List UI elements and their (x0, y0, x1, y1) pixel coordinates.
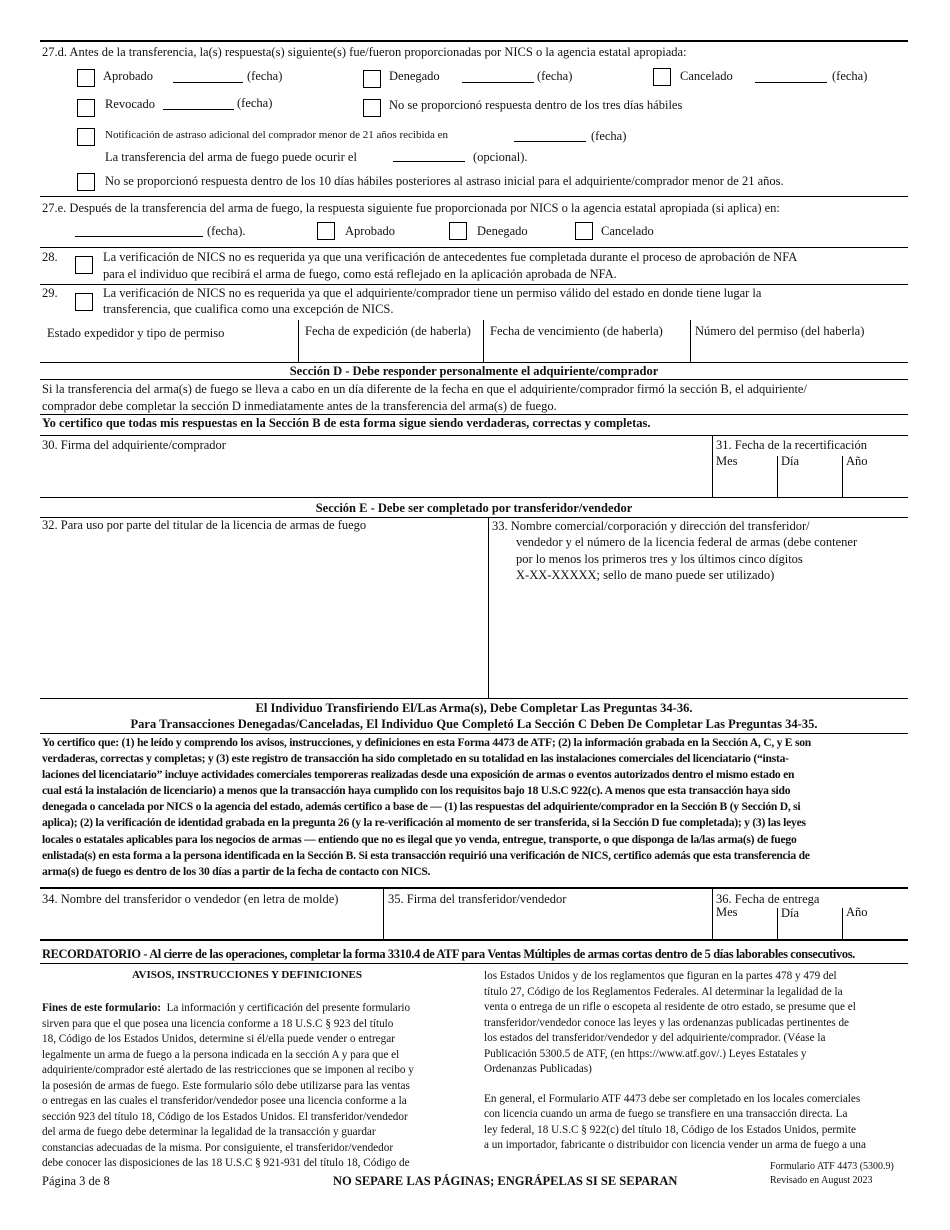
divider (40, 887, 908, 889)
q28-line1: La verificación de NICS no es requerida ya que una verificación de antecedentes fue completada durante el proceso de aprobación de NFA (103, 250, 798, 264)
q33-line2: vendedor y el número de la licencia federal de armas (debe contener (516, 535, 858, 549)
fecha-label: (fecha) (591, 129, 627, 143)
q27d-notice-under21-label: Notificación de astraso adicional del comprador menor de 21 años recibida en (105, 129, 449, 141)
section-e-heading1: El Individuo Transfiriendo El/Las Arma(s), Debe Completar Las Preguntas 34-36. (255, 701, 693, 715)
divider (40, 362, 908, 363)
divider (712, 889, 713, 939)
divider (842, 908, 843, 939)
q36-ano[interactable]: Año (846, 905, 868, 919)
q28-line2: para el individuo que recibirá el arma de fuego, como está reflejado en la aplicación aprobada de NFA. (103, 267, 617, 281)
q27d-denegado-label: Denegado (389, 69, 440, 83)
divider (40, 497, 908, 498)
fecha-label: (fecha) (247, 69, 283, 83)
fecha-label: (fecha) (237, 96, 273, 110)
q27d-transfer-date[interactable] (393, 161, 465, 162)
divider (712, 435, 713, 497)
notices-line: Publicación 5300.5 de ATF, (en https://www.atf.gov/.) Leyes Estatales y (484, 1047, 807, 1060)
notices-line: adquiriente/comprador esté alertado de las restricciones que se imponen al recibo y (42, 1064, 414, 1076)
cert-line: cual está la instalación de licenciario) a menos que la transacción haya cumplido con los requisitos bajo 18 U.S.C 922(c). A menos que esta transacción haya sido (42, 784, 791, 798)
q27d-denegado-checkbox[interactable] (363, 70, 381, 88)
q27d-aprobado-date[interactable] (173, 82, 243, 83)
q27d-aprobado-label: Aprobado (103, 69, 153, 83)
divider (690, 320, 691, 362)
q27d-denegado-date[interactable] (462, 82, 534, 83)
notices-heading: AVISOS, INSTRUCCIONES Y DEFINICIONES (131, 969, 363, 981)
footer-form-id: Formulario ATF 4473 (5300.9) (770, 1161, 894, 1172)
notices-line: transferidor/vendedor conoce las leyes y las ordenanzas publicadas pertinentes de (484, 1016, 850, 1029)
q27e-aprobado-label: Aprobado (345, 224, 395, 238)
divider (298, 320, 299, 362)
notices-line: debe conocer las disposiciones de las 18 U.S.C § 921-931 del título 18, Código de (42, 1157, 410, 1169)
notices-line: venta o entrega de un rifle o escopeta al residente de otro estado, se presume que el (484, 1001, 856, 1013)
divider (483, 320, 484, 362)
section-e-heading2: Para Transacciones Denegadas/Canceladas, El Individuo Que Completó La Sección C Deben De Completar Las Preguntas 34-35. (130, 717, 818, 731)
q31-dia[interactable]: Día (781, 454, 800, 468)
q29-line1: La verificación de NICS no es requerida ya que el adquiriente/comprador tiene un permiso válido del estado en donde tiene lugar la (103, 286, 762, 300)
q33-line4: X-XX-XXXXX; sello de mano puede ser utilizado) (516, 568, 775, 582)
notices-line: sirven para que el que posea una licencia conforme a 18 U.S.C § 923 del título (42, 1017, 394, 1030)
notices-line: En general, el Formulario ATF 4473 debe ser completado en los locales comerciales (484, 1092, 861, 1105)
q31-mes[interactable]: Mes (716, 454, 738, 468)
divider (777, 908, 778, 939)
section-d-title: Sección D - Debe responder personalmente el adquiriente/comprador (289, 364, 659, 378)
q27d-revocado-checkbox[interactable] (77, 99, 95, 117)
notices-line: La información y certificación del presente formulario (166, 1002, 411, 1014)
notices-line: sección 923 del título 18, Código de los Estados Unidos. El transferidor/vendedor (42, 1110, 408, 1123)
notices-line: legalmente un arma de fuego a la persona indicada en la sección A y para que el (42, 1048, 400, 1061)
q27e-aprobado-checkbox[interactable] (317, 222, 335, 240)
opcional-label: (opcional). (473, 150, 528, 164)
notices-line: los estados del transferidor/vendedor y del adquiriente/comprador. (Véase la (484, 1032, 826, 1044)
top-rule (40, 40, 908, 42)
divider (777, 456, 778, 497)
notices-line: la posesión de armas de fuego. Este formulario sólo debe utilizarse para las ventas (42, 1079, 410, 1092)
q28-checkbox[interactable] (75, 256, 93, 274)
divider (40, 733, 908, 734)
divider (40, 284, 908, 285)
notices-left-column (42, 1001, 462, 1172)
cert-line: laciones del licenciatario” incluye actividades comerciales temporeras realizadas desde una exposición de armas o eventos autorizados dentro el mismo estado en (42, 768, 795, 782)
notices-line: ley federal, 18 U.S.C § 922(c) del título 18, Código de los Estados Unidos, permite (484, 1123, 856, 1136)
cert-line: Yo certifico que: (1) he leído y comprendo los avisos, instrucciones, y definiciones en esta Forma 4473 de ATF; (2) la información grabada en la Sección A, C, y E son (42, 736, 811, 749)
divider (40, 698, 908, 699)
q32-label[interactable]: 32. Para uso por parte del titular de la licencia de armas de fuego (42, 518, 367, 532)
q27e-date[interactable] (75, 236, 203, 237)
cert-line: verdaderas, correctas y completas; y (3) este registro de transacción ha sido completado en su totalidad en las instalaciones comerciales del licenciatario (“insta- (42, 752, 789, 766)
q27e-prompt: 27.e. Después de la transferencia del arma de fuego, la respuesta siguiente fue proporcionada por NICS o la agencia estatal apropiada (si aplica) en: (42, 201, 780, 215)
q31-label: 31. Fecha de la recertificación (716, 438, 867, 452)
q27e-cancelado-label: Cancelado (601, 224, 654, 238)
cert-line: arma(s) de fuego es dentro de los 30 días a partir de la fecha de contacto con NICS. (42, 864, 431, 878)
section-d-intro2: comprador debe completar la sección D inmediatamente antes de la transferencia del arma(s) de fuego. (42, 399, 557, 413)
q35-label[interactable]: 35. Firma del transferidor/vendedor (388, 892, 567, 906)
q29-line2: transferencia, que cualifica como una excepción de NICS. (103, 302, 394, 316)
q33-line3: por lo menos los primeros tres y los últimos cinco dígitos (516, 552, 803, 566)
q27d-transfer-may-occur-label: La transferencia del arma de fuego puede ocurir el (105, 150, 357, 164)
notices-line: título 27, Código de los Reglamentos Federales. Al determinar la legalidad de la (484, 985, 843, 998)
q27d-revocado-date[interactable] (163, 109, 234, 110)
q34-label[interactable]: 34. Nombre del transferidor o vendedor (en letra de molde) (42, 892, 339, 906)
divider (40, 939, 908, 941)
q27d-no-response-3-checkbox[interactable] (363, 99, 381, 117)
divider (40, 414, 908, 415)
q27d-aprobado-checkbox[interactable] (77, 69, 95, 87)
q27d-notice-date[interactable] (514, 141, 586, 142)
section-e-title: Sección E - Debe ser completado por transferidor/vendedor (315, 501, 633, 515)
footer-revised: Revisado en August 2023 (770, 1175, 873, 1186)
q27e-denegado-checkbox[interactable] (449, 222, 467, 240)
q29-col-state[interactable]: Estado expedidor y tipo de permiso (47, 326, 225, 340)
q27e-cancelado-checkbox[interactable] (575, 222, 593, 240)
divider (40, 963, 908, 964)
divider (40, 196, 908, 197)
q28-number: 28. (42, 250, 58, 264)
q29-col-expire[interactable]: Fecha de vencimiento (de haberla) (490, 324, 663, 338)
q27d-no-response-10-label: No se proporcionó respuesta dentro de los 10 días hábiles posteriores al astraso inicial para el adquiriente/comprador menor de 21 años. (105, 174, 784, 188)
divider (842, 456, 843, 497)
q29-checkbox[interactable] (75, 293, 93, 311)
q33-line1: 33. Nombre comercial/corporación y dirección del transferidor/ (492, 519, 810, 533)
cert-line: enlistada(s) en esta forma a la persona identificada en la Sección B. Si esta transacción requirió una verificación de NICS, certifico además que esta transferencia de (42, 848, 810, 862)
cert-line: denegada o cancelada por NICS o la agencia del estado, además certifico a base de — (1) las respuestas del adquiriente/comprador en la Sección B (y Sección D, si (42, 800, 801, 814)
q27d-cancelado-date[interactable] (755, 82, 827, 83)
notices-left-label: Fines de este formulario: (42, 1002, 161, 1014)
q27d-notice-under21-checkbox[interactable] (77, 128, 95, 146)
q31-ano[interactable]: Año (846, 454, 868, 468)
q27d-no-response-10-checkbox[interactable] (77, 173, 95, 191)
q27d-revocado-label: Revocado (105, 97, 155, 111)
section-d-intro1: Si la transferencia del arma(s) de fuego se lleva a cabo en un día diferente de la fecha en que el adquiriente/comprador firmó la sección B, el adquiriente/ (42, 382, 807, 396)
fecha-label: (fecha) (537, 69, 573, 83)
q29-col-issue[interactable]: Fecha de expedición (de haberla) (305, 324, 471, 338)
notices-line: o entregas en las cuales el transferidor/vendedor posee una licencia conforme a la (42, 1095, 407, 1107)
q29-number: 29. (42, 286, 58, 300)
notices-line: a un importador, fabricante o distribuidor con licencia vender un arma de fuego a una (484, 1139, 866, 1151)
section-d-certify: Yo certifico que todas mis respuestas en la Sección B de esta forma sigue siendo verdaderas, correctas y completas. (42, 416, 651, 430)
notices-line: 18, Código de los Estados Unidos, determine si él/ella puede vender o entregar (42, 1033, 395, 1045)
q30-signature-label[interactable]: 30. Firma del adquiriente/comprador (42, 438, 226, 452)
footer-center-notice: NO SEPARE LAS PÁGINAS; ENGRÁPELAS SI SE SEPARAN (333, 1174, 678, 1188)
notices-line: con licencia cuando un arma de fuego se transfiere en una transacción directa. La (484, 1108, 848, 1120)
q36-dia[interactable]: Día (781, 906, 800, 920)
q29-col-number[interactable]: Número del permiso (del haberla) (695, 324, 865, 338)
q36-mes[interactable]: Mes (716, 905, 738, 919)
divider (40, 379, 908, 380)
footer-page-number: Página 3 de 8 (42, 1174, 110, 1188)
q27e-fecha-label: (fecha). (207, 224, 246, 238)
divider (40, 247, 908, 248)
notices-line: del arma de fuego debe determinar la legalidad de la transacción y guardar (42, 1126, 376, 1138)
q36-label: 36. Fecha de entrega (716, 892, 820, 906)
q27d-cancelado-checkbox[interactable] (653, 68, 671, 86)
notices-line: los Estados Unidos y de los reglamentos que figuran en la partes 478 y 479 del (484, 970, 837, 982)
notices-line: constancias adecuadas de la misma. Por consiguiente, el transferidor/vendedor (42, 1141, 394, 1154)
divider (488, 517, 489, 698)
q27e-denegado-label: Denegado (477, 224, 528, 238)
reminder-text: RECORDATORIO - Al cierre de las operaciones, completar la forma 3310.4 de ATF para Ventas Múltiples de armas cortas dentro de 5 días laborables consecutivos. (42, 947, 855, 961)
q27d-prompt: 27.d. Antes de la transferencia, la(s) respuesta(s) siguiente(s) fue/fueron proporcionadas por NICS o la agencia estatal apropiada: (42, 45, 687, 59)
q27d-no-response-3-label: No se proporcionó respuesta dentro de los tres días hábiles (389, 98, 683, 112)
notices-right-column (484, 969, 908, 1154)
divider (40, 435, 908, 436)
notices-line: Ordenanzas Publicadas) (484, 1063, 592, 1075)
fecha-label: (fecha) (832, 69, 868, 83)
q27d-cancelado-label: Cancelado (680, 69, 733, 83)
cert-line: aplica); (2) la verificación de identidad grabada en la pregunta 26 (y la re-verificación al momento de ser transferida, si la Sección D fue completada); y (3) las leyes (42, 816, 806, 830)
certification-text (42, 735, 908, 880)
cert-line: locales o estatales aplicables para los negocios de armas — entiendo que no es ilegal que yo venda, entregue, transporte, o que disponga de la/las arma(s) de fuego (42, 832, 797, 846)
divider (383, 889, 384, 939)
